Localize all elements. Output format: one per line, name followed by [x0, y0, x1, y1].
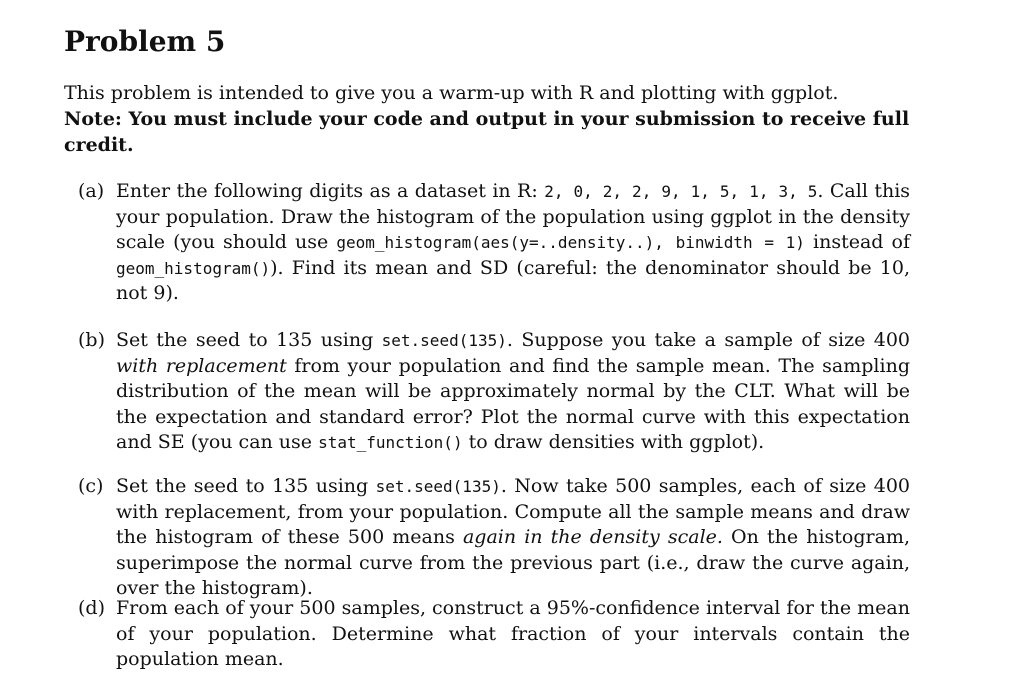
part-c-text-3: On the histogram, superimpose the normal curve from the previous part (i.e., draw the curve again, over the histogram).: [116, 526, 910, 599]
part-a: [64, 179, 910, 307]
part-d: [64, 596, 910, 673]
part-b: [64, 328, 910, 456]
part-b-emphasis: with replacement: [116, 354, 287, 377]
part-d-text-1: From each of your 500 samples, construct a 95%-confidence interval for the mean of your population. Determine what fraction of your intervals contain the population mean.: [116, 597, 910, 670]
part-b-text-3: from your population and find the sample mean. The sampling distribution of the mean will be approximately normal by the CLT. What will be the expectation and standard error? Plot the normal curve with this expectation and SE (you can use: [116, 354, 910, 453]
part-c-label: (c): [78, 475, 104, 497]
part-a-histogram-code: geom_histogram(aes(y=..density..), binwidth = 1): [336, 233, 805, 252]
part-c: [64, 474, 910, 602]
part-c-emphasis: again in the density scale.: [462, 526, 723, 548]
intro-section: [64, 80, 910, 158]
part-b-label: (b): [78, 329, 105, 351]
part-b-text-2: . Suppose you take a sample of size 400: [506, 329, 910, 351]
part-a-default-histogram-code: geom_histogram(): [116, 258, 271, 278]
part-b-seed-code: set.seed(135): [381, 331, 507, 350]
part-c-seed-code: set.seed(135): [375, 477, 501, 496]
part-b-text-1: Set the seed to 135 using: [116, 329, 382, 351]
part-a-text-1: Enter the following digits as a dataset in R:: [116, 180, 545, 202]
page-title: Problem 5: [64, 25, 226, 58]
part-a-label: (a): [78, 180, 105, 202]
part-d-label: (d): [78, 597, 105, 619]
part-d-text: [116, 596, 910, 673]
part-a-text-2: . Call this your population. Draw the histogram of the population using ggplot in the density scale (you should use: [116, 180, 911, 253]
part-a-text-4: ). Find its mean and SD (careful: the denominator should be 10, not 9).: [116, 256, 910, 304]
part-b-text: [116, 328, 910, 456]
part-c-text-1: Set the seed to 135 using: [116, 475, 376, 497]
part-c-text-2: . Now take 500 samples, each of size 400 with replacement, from your population. Compute all the sample means and draw the histogram of these 500 means: [116, 475, 911, 548]
intro-sentence: This problem is intended to give you a warm-up with R and plotting with ggplot.: [64, 82, 839, 104]
submission-note: Note: You must include your code and output in your submission to receive full credit.: [64, 108, 910, 156]
part-b-stat-function-code: stat_function(): [318, 433, 463, 452]
part-a-text-3: instead of: [804, 231, 911, 253]
part-b-text-4: to draw densities with ggplot).: [462, 431, 765, 453]
part-c-text: [116, 474, 910, 602]
part-a-text: [116, 179, 910, 307]
part-a-digits-code: 2, 0, 2, 2, 9, 1, 5, 1, 3, 5: [544, 182, 818, 201]
